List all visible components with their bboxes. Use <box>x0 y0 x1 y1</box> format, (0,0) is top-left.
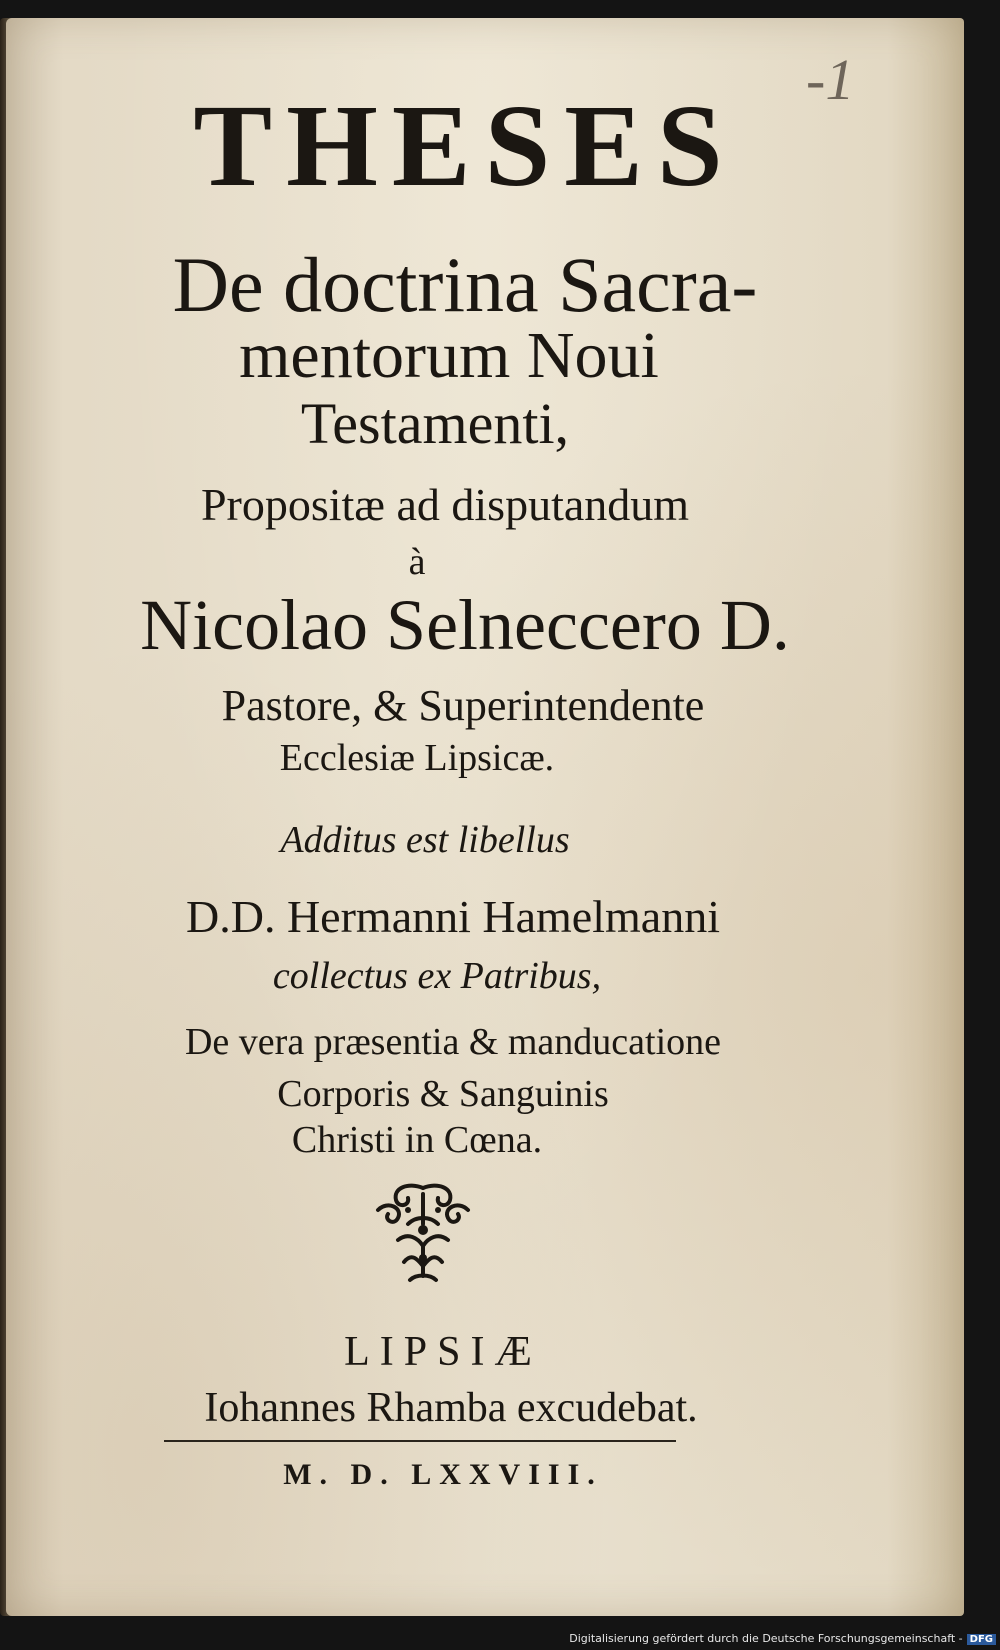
subtitle-line-2: mentorum Noui <box>239 319 659 392</box>
dfg-logo-icon: DFG <box>967 1634 996 1645</box>
author-name: Nicolao Selneccero D. <box>140 585 790 665</box>
subtitle-line-1: De doctrina Sacra- <box>172 241 758 328</box>
imprint-place: LIPSIÆ <box>344 1329 542 1375</box>
preposition-line: à <box>408 541 426 583</box>
appendix-title-line-1: De vera præsentia & manducatione <box>184 1021 722 1063</box>
imprint-rule <box>164 1440 676 1442</box>
appendix-source: collectus ex Patribus, <box>272 955 602 997</box>
title-page <box>6 18 964 1616</box>
subtitle-line-3: Testamenti, <box>300 391 570 456</box>
book-title: THESES <box>193 80 737 211</box>
credit-text: Digitalisierung gefördert durch die Deutsche Forschungsgemeinschaft - <box>569 1632 963 1645</box>
subtitle-line-4: Propositæ ad disputandum <box>200 479 690 530</box>
appendix-title-line-2: Corporis & Sanguinis <box>277 1073 609 1115</box>
appendix-title-line-3: Christi in Cœna. <box>291 1119 543 1161</box>
author-church: Ecclesiæ Lipsicæ. <box>279 737 555 779</box>
printers-ornament-icon <box>368 1180 478 1290</box>
appendix-author: D.D. Hermanni Hamelmanni <box>186 891 720 942</box>
imprint-year: M. D. LXXVIII. <box>283 1458 603 1491</box>
imprint-printer: Iohannes Rhamba excudebat. <box>204 1385 698 1431</box>
pencil-page-number: -1 <box>806 47 855 112</box>
digitization-credit <box>569 1632 996 1645</box>
appendix-intro: Additus est libellus <box>280 819 570 861</box>
author-office: Pastore, & Superintendente <box>221 681 705 730</box>
